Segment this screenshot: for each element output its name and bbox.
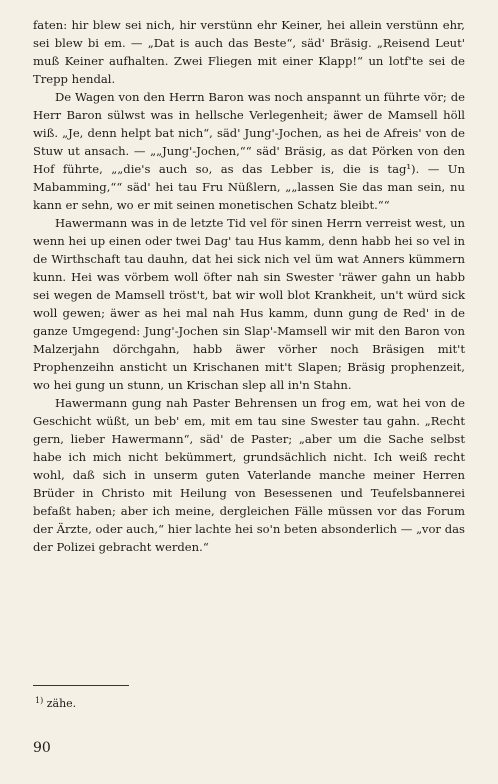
- footnote-marker: 1): [35, 696, 44, 705]
- footnote: [35, 694, 76, 711]
- body-text: [33, 16, 465, 556]
- page-number: 90: [33, 740, 51, 756]
- paragraph-2: De Wagen von den Herrn Baron was noch anspannt un führte vör; de Herr Baron sülwst was in hellsche Verlegenheit; äwer de Mamsell höll wiß. „Je, denn helpt bat nich“, säd' Jung'-Jochen, as hei de Afreis' von de Stuw ut ansach. — „„Jung'-Jochen,““ säd' Bräsig, as dat Pörken von den Hof führte, „„die's auch so, as das Lebber is, die is tag¹). — Un Mabamming,““ säd' hei tau Fru Nüßlern, „„lassen Sie das man sein, nu kann er sehn, wo er mit seinen monetischen Schatz bleibt.““: [33, 90, 465, 212]
- footnote-divider: [33, 685, 129, 686]
- paragraph-4: Hawermann gung nah Paster Behrensen un frog em, wat hei von de Geschicht wüßt, un beb' em, mit em tau sine Swester tau gahn. „Recht gern, lieber Hawermann“, säd' de Paster; „aber um die Sache selbst habe ich mich nicht bekümmert, grundsächlich nicht. Ich weiß recht wohl, daß sich in unserm guten Vaterlande manche meiner Herren Brüder in Christo mit Heilung von Besessenen und Teufelsbannerei befaßt haben; aber ich meine, dergleichen Fälle müssen vor das Forum der Ärzte, oder auch,“ hier lachte hei so'n beten absonderlich — „vor das der Polizei gebracht werden.“: [33, 396, 465, 554]
- footnote-text: zähe.: [46, 697, 77, 710]
- paragraph-3: Hawermann was in de letzte Tid vel för sinen Herrn verreist west, un wenn hei up einen oder twei Dag' tau Hus kamm, denn habb hei so vel in de Wirthschaft tau dauhn, dat hei sick nich vel üm wat Anners kümmern kunn. Hei was vörbem woll öfter nah sin Swester 'räwer gahn un habb sei wegen de Mamsell tröst't, bat wir woll blot Krankheit, un't würd sick woll gewen; äwer as hei mal nah Hus kamm, dunn gung de Red' in de ganze Umgegend: Jung'-Jochen sin Slap'-Mamsell wir mit den Baron von Malzerjahn dörchgahn, habb äwer vörher noch Bräsigen mit't Prophenzeihn ansticht un Krischanen mit't Slapen; Bräsig prophenzeit, wo hei gung un stunn, un Krischan slep all in'n Stahn.: [33, 216, 465, 392]
- paragraph-1: faten: hir blew sei nich, hir verstünn ehr Keiner, hei allein verstünn ehr, sei blew bi em. — „Dat is auch das Beste“, säd' Bräsig. „Reisend Leut' muß Keiner aufhalten. Zwei Fliegen mit einer Klapp!“ un lotf'te sei de Trepp hendal.: [33, 18, 465, 86]
